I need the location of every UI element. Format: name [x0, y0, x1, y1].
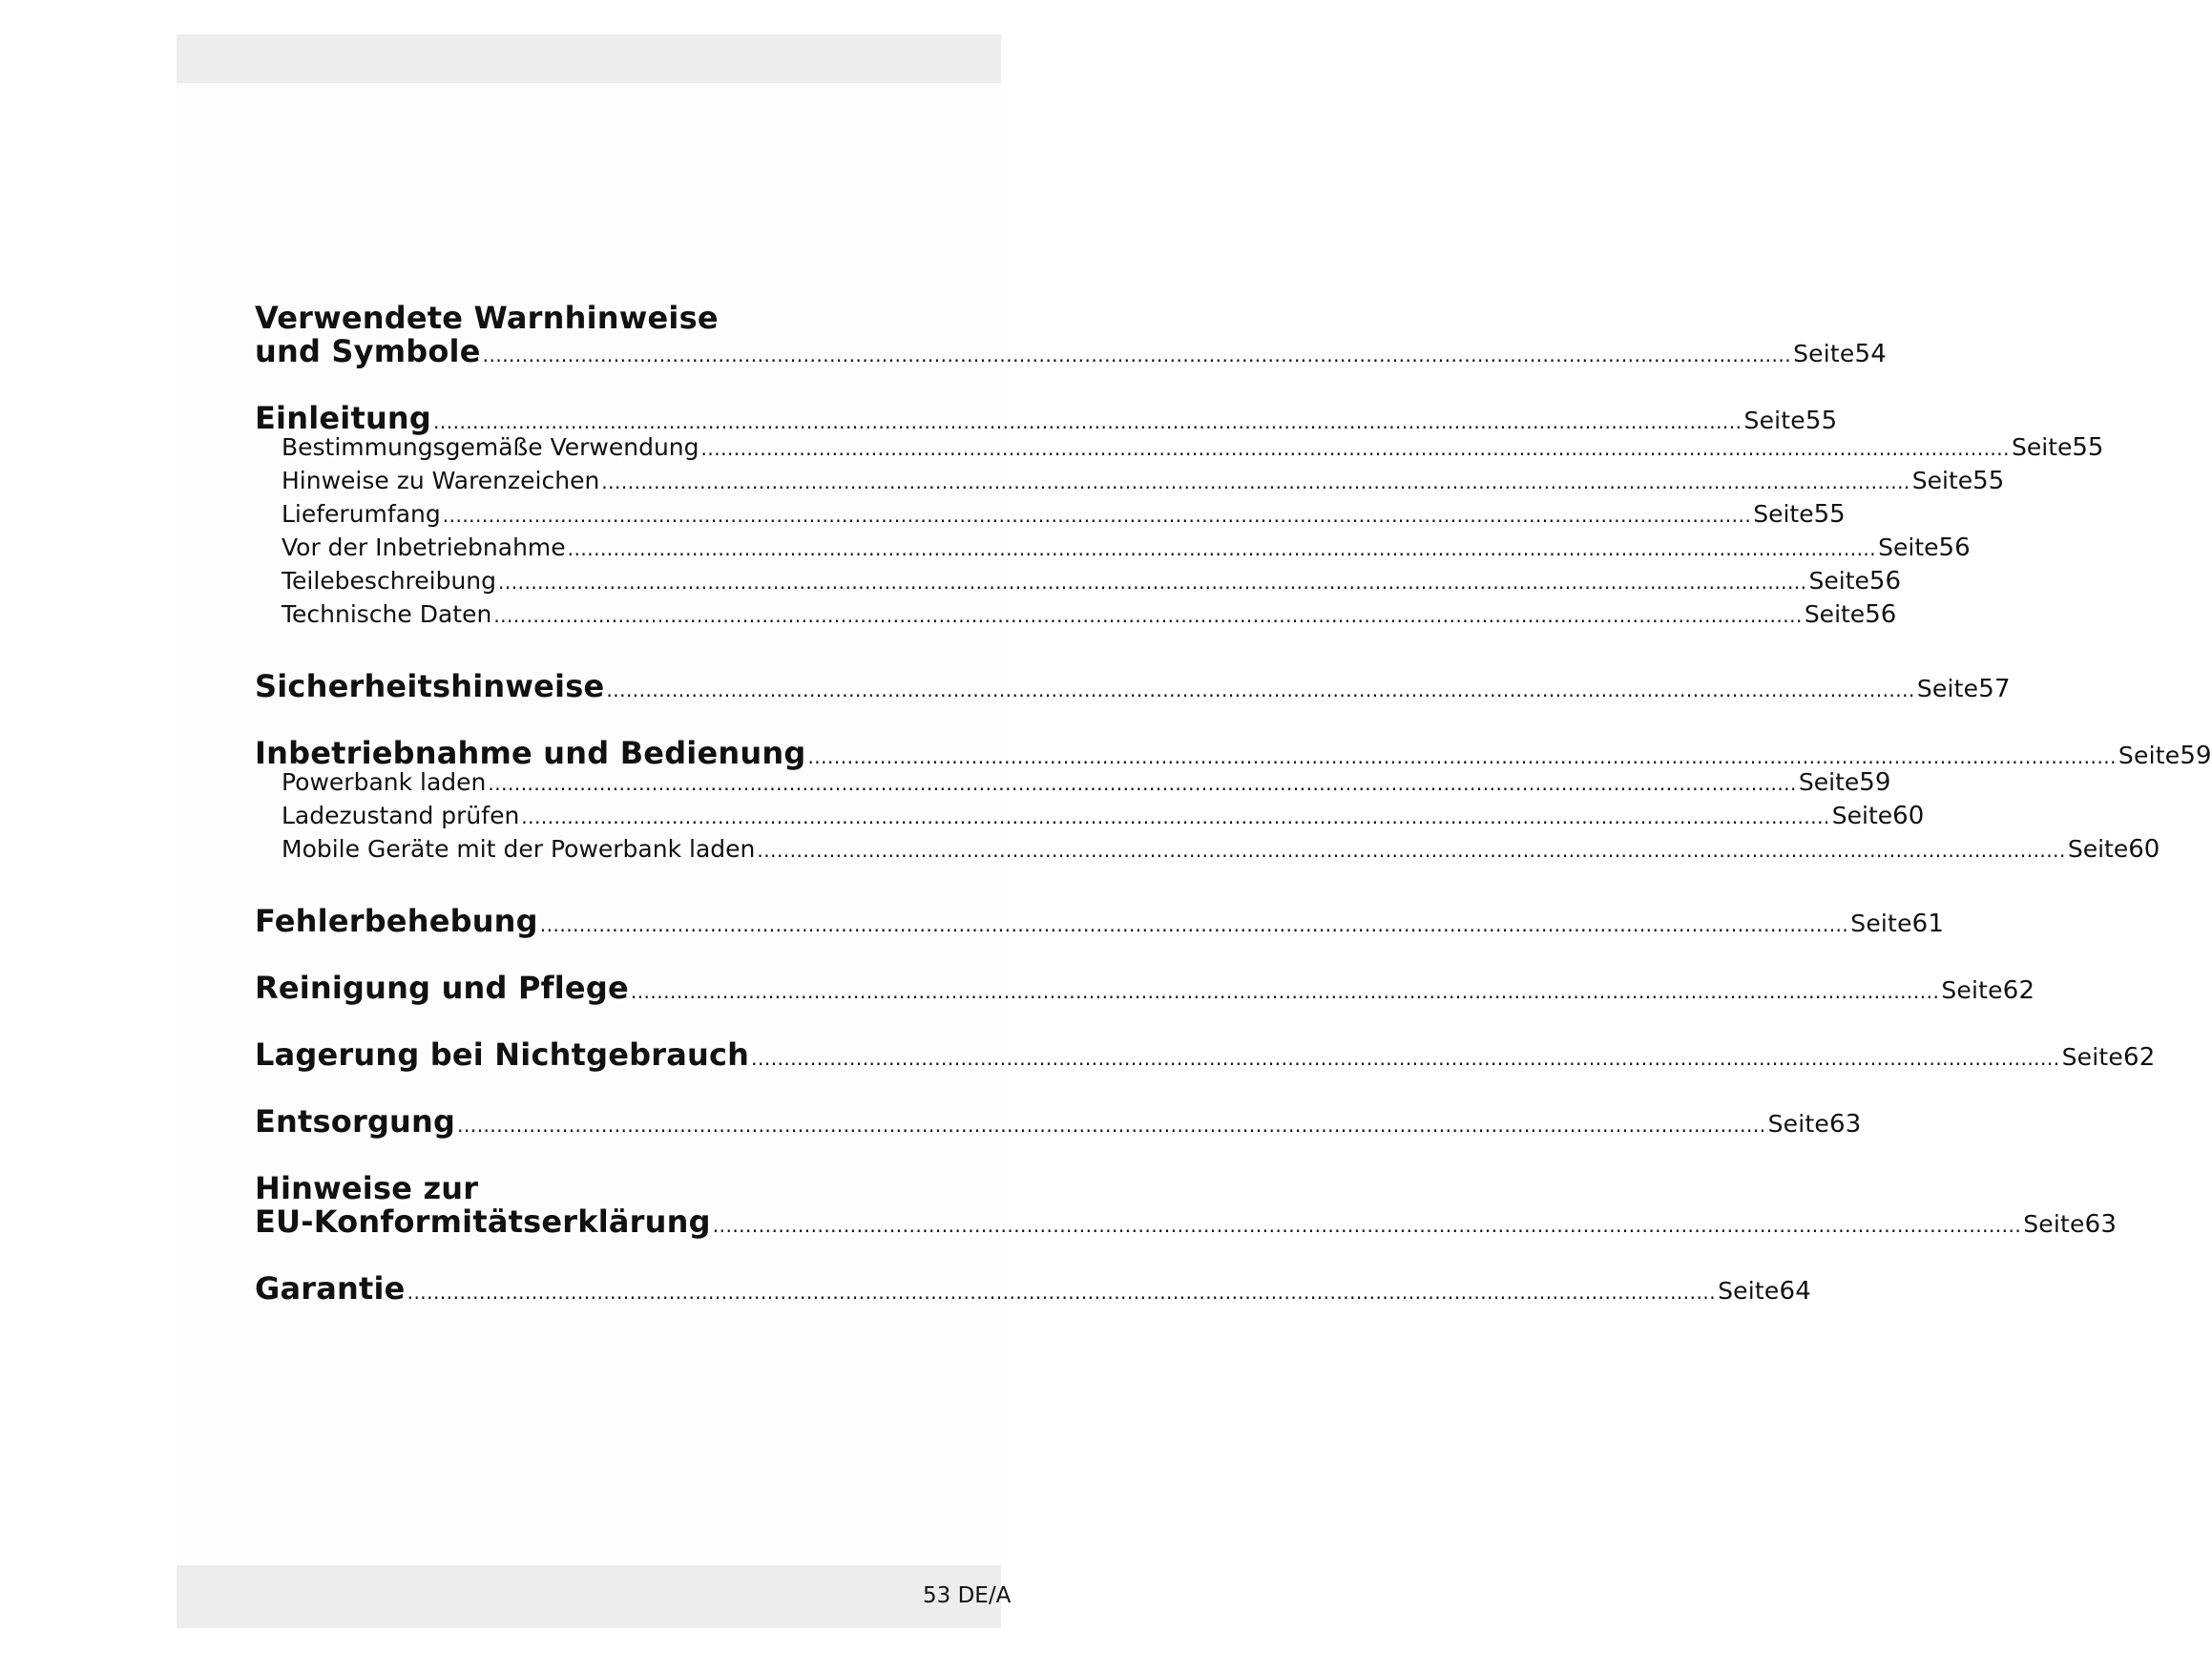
- dot-leader: [433, 410, 1742, 435]
- page-word: Seite: [2023, 1210, 2085, 1238]
- toc-heading: Garantie: [255, 1270, 406, 1307]
- toc-heading-line1: Verwendete Warnhinweise: [255, 300, 719, 336]
- page-word: Seite: [1767, 1110, 1829, 1138]
- page-number: 63: [2084, 1210, 2118, 1239]
- page-word: Seite: [2118, 742, 2181, 769]
- toc-heading: Reinigung und Pflege: [255, 970, 629, 1006]
- page-number: 59: [1859, 768, 1891, 797]
- toc-heading: Einleitung: [255, 400, 432, 436]
- toc-subheading: Lieferumfang: [282, 500, 441, 528]
- page-number: 54: [1854, 340, 1887, 368]
- page-word: Seite: [2061, 1043, 2123, 1071]
- dot-leader: [751, 1047, 2059, 1072]
- document-page: [177, 34, 2212, 1628]
- dot-leader: [488, 772, 1796, 797]
- toc-subheading: Teilebeschreibung: [282, 567, 497, 595]
- page-number: 56: [1865, 600, 1897, 629]
- dot-leader: [407, 1281, 1716, 1306]
- page-word: Seite: [1808, 567, 1869, 595]
- page-word: Seite: [1798, 768, 1860, 796]
- dot-leader: [498, 571, 1806, 596]
- toc-heading-line2: EU-Konformitätserklärung: [255, 1203, 711, 1240]
- page-word: Seite: [1850, 910, 1912, 937]
- toc-subheading: Powerbank laden: [282, 768, 487, 796]
- dot-leader: [701, 437, 2010, 462]
- page-word: Seite: [1831, 802, 1893, 829]
- dot-leader: [568, 537, 1876, 562]
- toc-heading-line1: Hinweise zur: [255, 1170, 479, 1206]
- page-word: Seite: [1916, 675, 1979, 702]
- page-number: 64: [1779, 1277, 1811, 1306]
- page-number: 63: [1829, 1110, 1862, 1139]
- toc-subheading: Mobile Geräte mit der Powerbank laden: [282, 835, 756, 863]
- dot-leader: [631, 980, 1939, 1005]
- toc-subheading: Ladezustand prüfen: [282, 802, 520, 829]
- toc-heading: Inbetriebnahme und Bedienung: [255, 735, 806, 771]
- page-word: Seite: [1743, 407, 1805, 434]
- page-number: 55: [1813, 500, 1846, 529]
- page-number: 59: [2180, 742, 2212, 770]
- page-number: 57: [1978, 675, 2011, 703]
- page-number: 62: [2123, 1043, 2156, 1072]
- page-word: Seite: [1793, 340, 1855, 367]
- toc-heading: Lagerung bei Nichtgebrauch: [255, 1036, 750, 1073]
- page-number: 60: [2128, 835, 2160, 864]
- dot-leader: [443, 504, 1751, 529]
- toc-heading: Entsorgung: [255, 1103, 456, 1140]
- page-number: 60: [1892, 802, 1925, 830]
- page-number: 55: [1972, 467, 2005, 495]
- dot-leader: [713, 1214, 2021, 1239]
- page-word: Seite: [2067, 835, 2129, 863]
- page-word: Seite: [1753, 500, 1814, 528]
- dot-leader: [606, 679, 1914, 703]
- page-word: Seite: [1804, 600, 1866, 628]
- dot-leader: [483, 344, 1791, 368]
- toc-subheading: Vor der Inbetriebnahme: [282, 534, 566, 561]
- page-number: 55: [2072, 433, 2104, 462]
- header-band: [177, 34, 1001, 83]
- toc-heading: Fehlerbehebung: [255, 903, 538, 939]
- toc-heading-line2: und Symbole: [255, 333, 481, 369]
- dot-leader: [807, 745, 2116, 770]
- toc-heading: Sicherheitshinweise: [255, 668, 605, 704]
- dot-leader: [521, 806, 1829, 830]
- page-number: 56: [1868, 567, 1901, 596]
- page-number: 56: [1938, 534, 1971, 562]
- dot-leader: [493, 604, 1802, 629]
- dot-leader: [757, 839, 2065, 864]
- page-number-footer: 53 DE/A: [923, 1583, 1012, 1608]
- page-number: 62: [2002, 976, 2035, 1005]
- dot-leader: [601, 471, 1909, 495]
- page-number: 61: [1911, 910, 1945, 938]
- page-word: Seite: [1878, 534, 1939, 561]
- page-word: Seite: [2012, 433, 2073, 461]
- dot-leader: [540, 913, 1848, 938]
- toc-subheading: Hinweise zu Warenzeichen: [282, 467, 600, 494]
- page-word: Seite: [1941, 976, 2003, 1004]
- dot-leader: [457, 1114, 1765, 1139]
- toc-subheading: Technische Daten: [282, 600, 492, 628]
- page-word: Seite: [1718, 1277, 1780, 1305]
- footer-band: [177, 1565, 1001, 1628]
- page-number: 55: [1805, 407, 1838, 435]
- page-word: Seite: [1911, 467, 1973, 494]
- toc-subheading: Bestimmungsgemäße Verwendung: [282, 433, 699, 461]
